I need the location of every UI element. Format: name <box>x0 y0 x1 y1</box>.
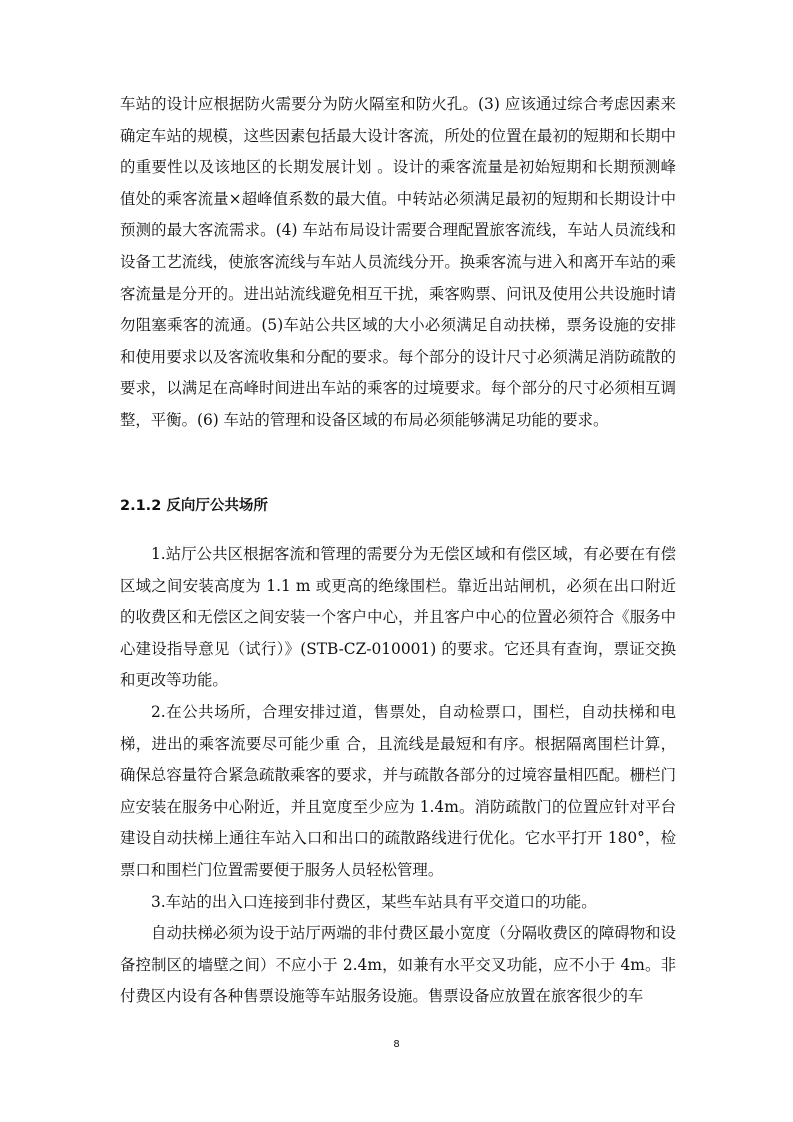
body-paragraph: 2.在公共场所，合理安排过道，售票处，自动检票口，围栏，自动扶梯和电梯，进出的乘客流要尽可能少重 合，且流线是最短和有序。根据隔离围栏计算，确保总容量符合紧急疏散乘客的要求，并与疏散各部分的过境容量相匹配。栅栏门应安装在服务中心附近，并且宽度至少应为 1.4m。消防疏散门的位置应针对平台建设自动扶梯上通往车站入口和出口的疏散路线进行优化。它水平打开 180°，检票口和围栏门位置需要便于服务人员轻松管理。 <box>120 702 676 879</box>
body-paragraph: 自动扶梯必须为设于站厅两端的非付费区最小宽度（分隔收费区的障碍物和设备控制区的墙壁之间）不应小于 2.4m，如兼有水平交叉功能，应不小于 4m。非付费区内设有各种售票设施等车站服务设施。售票设备应放置在旅客很少的车 <box>120 924 676 1006</box>
body-paragraph: 1.站厅公共区根据客流和管理的需要分为无偿区域和有偿区域，有必要在有偿区域之间安装高度为 1.1 m 或更高的绝缘围栏。靠近出站闸机，必须在出口附近的收费区和无偿区之间安装一个客户中心，并且客户中心的位置必须符合《服务中心建设指导意见（试行）》(STB-CZ-010001) 的要求。它还具有查询，票证交换和更改等功能。 <box>120 545 676 690</box>
section-body <box>120 539 676 1013</box>
body-paragraph: 3.车站的出入口连接到非付费区，某些车站具有平交道口的功能。 <box>151 892 597 911</box>
body-paragraph-intro: 车站的设计应根据防火需要分为防火隔室和防火孔。(3) 应该通过综合考虑因素来确定车站的规模，这些因素包括最大设计客流，所处的位置在最初的短期和长期中的重要性以及该地区的长期发展计划 。设计的乘客流量是初始短期和长期预测峰值处的乘客流量×超峰值系数的最大值。中转站必须满足最初的短期和长期设计中预测的最大客流需求。(4) 车站布局设计需要合理配置旅客流线，车站人员流线和设备工艺流线，使旅客流线与车站人员流线分开。换乘客流与进入和离开车站的乘客流量是分开的。进出站流线避免相互干扰，乘客购票、问讯及使用公共设施时请勿阻塞乘客的流通。(5)车站公共区域的大小必须满足自动扶梯，票务设施的安排和使用要求以及客流收集和分配的要求。每个部分的设计尺寸必须满足消防疏散的要求，以满足在高峰时间进出车站的乘客的过境要求。每个部分的尺寸必须相互调整，平衡。(6) 车站的管理和设备区域的布局必须能够满足功能的要求。 <box>120 95 676 429</box>
page-number: 8 <box>393 1039 400 1050</box>
section-heading: 2.1.2 反向厅公共场所 <box>120 498 268 514</box>
